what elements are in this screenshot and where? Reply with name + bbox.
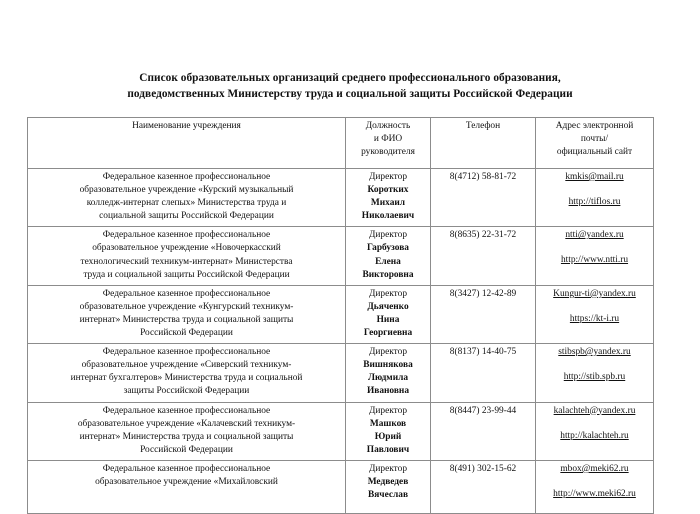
website-link[interactable]: http://stib.spb.ru [563,372,626,383]
head-position: Директор [368,405,408,416]
head-patronymic: Павлович [366,444,410,455]
cell-institution-name [28,460,346,513]
email-link[interactable]: stibspb@yandex.ru [558,347,631,358]
table-row [28,344,654,402]
head-surname: Дьяченко [367,301,409,312]
cell-head-of-institution [346,227,431,285]
column-header-email-line-3: официальный сайт [556,147,633,158]
email-link[interactable]: ntti@yandex.ru [565,230,624,241]
institution-name-line: интернат» Министерства труда и социальной защиты [79,431,294,442]
institution-name-line: труда и социальной защиты Российской Федерации [83,269,290,280]
cell-head-of-institution [346,402,431,460]
column-header-position-line-3: руководителя [361,147,415,158]
head-surname: Гарбузова [367,243,409,254]
institution-name-line: Федеральное казенное профессиональное [102,288,271,299]
cell-email-website [536,344,654,402]
column-header-phone-line-1: Телефон [465,121,501,131]
table-row [28,402,654,460]
head-firstname: Вячеслав [367,490,409,501]
spacer [539,242,650,254]
cell-phone: 8(4712) 58-81-72 [431,169,536,227]
institution-name-line: образовательное учреждение «Новочеркасский [92,243,281,254]
head-patronymic: Георгиевна [363,328,413,339]
institution-name-line: интернат» Министерства труда и социальной защиты [79,314,294,325]
cell-phone: 8(491) 302-15-62 [431,460,536,513]
head-firstname: Михаил [370,198,406,209]
head-position: Директор [368,172,408,182]
institution-name-line: Российской Федерации [140,328,233,339]
head-position: Директор [368,347,408,358]
cell-email-website [536,460,654,513]
table-header [28,118,654,169]
table-row [28,460,654,513]
head-position: Директор [368,230,408,241]
spacer [539,184,650,196]
institution-name-line: образовательное учреждение «Калачевский техникум- [77,418,296,429]
institution-name-line: социальной защиты Российской Федерации [99,211,274,222]
page-title-line-1: Список образовательных организаций среднего профессионального образования, [139,72,561,84]
table-header-row [28,118,654,169]
cell-phone: 8(3427) 12-42-89 [431,285,536,343]
organizations-table [27,117,654,514]
cell-head-of-institution [346,344,431,402]
cell-email-website [536,285,654,343]
website-link[interactable]: https://kt-i.ru [569,313,620,324]
email-link[interactable]: kalachteh@yandex.ru [553,405,636,416]
page-title [0,0,700,102]
head-patronymic: Ивановна [366,386,410,397]
spacer [539,476,650,488]
institution-name-line: Федеральное казенное профессиональное [102,347,271,358]
head-position: Директор [368,288,408,299]
cell-phone: 8(8137) 14-40-75 [431,344,536,402]
head-surname: Вишнякова [363,360,413,371]
page-title-line-2: подведомственных Министерству труда и социальной защиты Российской Федерации [127,88,573,100]
table-row [28,285,654,343]
institution-name-line: Федеральное казенное профессиональное [102,230,271,241]
cell-email-website [536,402,654,460]
institution-name-line: образовательное учреждение «Курский музыкальный [79,185,294,196]
spacer [539,418,650,430]
cell-institution-name [28,402,346,460]
cell-head-of-institution [346,460,431,513]
cell-head-of-institution [346,285,431,343]
cell-phone: 8(8447) 23-99-44 [431,402,536,460]
institution-name-line: Федеральное казенное профессиональное [102,405,271,416]
column-header-email [536,118,654,169]
cell-institution-name [28,285,346,343]
spacer [539,359,650,371]
email-link[interactable]: mbox@meki62.ru [560,463,629,474]
column-header-position-line-1: Должность [365,121,411,131]
website-link[interactable]: http://www.meki62.ru [553,488,636,499]
head-firstname: Елена [375,256,401,267]
head-firstname: Людмила [367,373,409,384]
cell-institution-name [28,344,346,402]
institution-name-line: Федеральное казенное профессиональное [102,172,271,182]
head-firstname: Юрий [374,431,402,442]
head-surname: Машков [369,418,407,429]
column-header-name-line-1: Наименование учреждения [132,121,241,131]
cell-head-of-institution [346,169,431,227]
table-row [28,169,654,227]
column-header-position-line-2: и ФИО [373,134,403,145]
email-link[interactable]: Kungur-ti@yandex.ru [553,288,636,299]
spacer [539,301,650,313]
organizations-table-container [27,117,653,514]
institution-name-line: образовательное учреждение «Кунгурский техникум- [79,301,294,312]
cell-email-website [536,227,654,285]
table-body [28,169,654,514]
head-patronymic: Викторовна [362,269,414,280]
institution-name-line: технологический техникум-интернат» Министерства [80,256,293,267]
website-link[interactable]: http://kalachteh.ru [560,430,629,441]
institution-name-line: образовательное учреждение «Сиверский техникум- [81,360,292,371]
website-link[interactable]: http://tiflos.ru [568,197,621,208]
institution-name-line: защиты Российской Федерации [123,386,250,397]
column-header-email-line-1: Адрес электронной [555,121,634,131]
cell-institution-name [28,227,346,285]
head-patronymic: Николаевич [361,211,415,222]
cell-institution-name [28,169,346,227]
column-header-phone [431,118,536,169]
website-link[interactable]: http://www.ntti.ru [560,255,629,266]
column-header-email-line-2: почты/ [580,134,609,145]
column-header-position [346,118,431,169]
cell-phone: 8(8635) 22-31-72 [431,227,536,285]
institution-name-line: Российской Федерации [140,444,233,455]
institution-name-line: образовательное учреждение «Михайловский [95,476,278,487]
institution-name-line: колледж-интернат слепых» Министерства труда и [86,198,287,209]
institution-name-line: интернат бухгалтеров» Министерства труда и социальной [70,373,303,384]
head-surname: Коротких [367,185,409,196]
email-link[interactable]: kmkis@mail.ru [565,172,624,182]
head-position: Директор [368,463,408,474]
table-row [28,227,654,285]
institution-name-line: Федеральное казенное профессиональное [102,463,271,474]
head-firstname: Нина [376,314,400,325]
cell-email-website [536,169,654,227]
head-surname: Медведев [367,476,409,487]
column-header-name [28,118,346,169]
